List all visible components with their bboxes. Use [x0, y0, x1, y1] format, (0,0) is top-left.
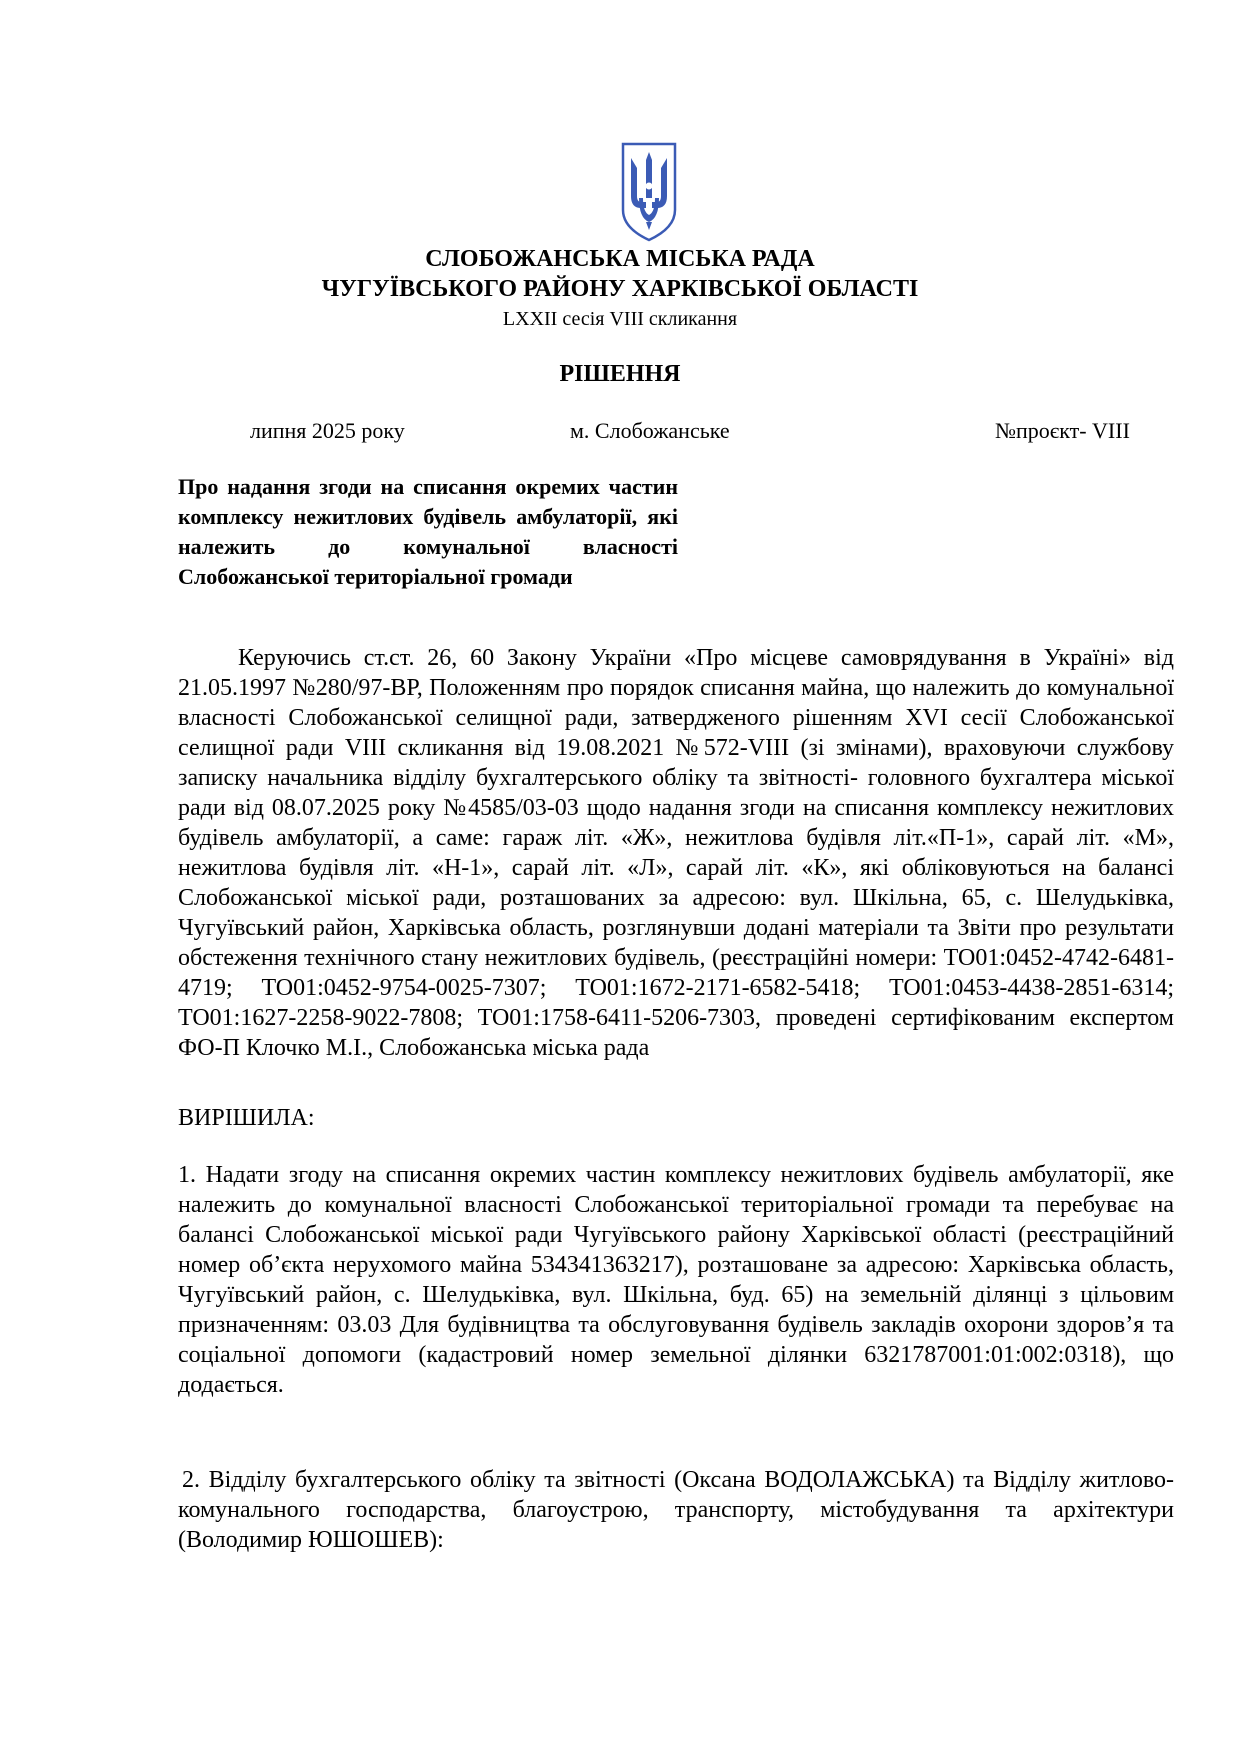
decision-item-1: 1. Надати згоду на списання окремих частин комплексу нежитлових будівель амбулаторії, яке належить до комунальної власності Слобожанської територіальної громади та перебуває на балансі Слобожанської міської ради Чугуївського району Харківської області (реєстраційний номер об’єкта нерухомого майна 534341363217), розташоване за адресою: Харківська область, Чугуївський район, с. Шелудьківка, вул. Шкільна, буд. 65) на земельній ділянці з цільовим призначенням: 03.03 Для будівництва та обслуговування будівель закладів охорони здоров’я та соціальної допомоги (кадастровий номер земельної ділянки 6321787001:01:002:0318), що додається.: [178, 1162, 1174, 1398]
district-name: ЧУГУЇВСЬКОГО РАЙОНУ ХАРКІВСЬКОЇ ОБЛАСТІ: [321, 276, 919, 302]
decided-heading: ВИРІШИЛА:: [178, 1105, 315, 1131]
decision-number: №проєкт- VIII: [995, 418, 1130, 443]
decision-city: м. Слобожанське: [570, 418, 730, 443]
council-name: СЛОБОЖАНСЬКА МІСЬКА РАДА: [425, 246, 815, 272]
decision-subject: Про надання згоди на списання окремих частин комплексу нежитлових будівель амбулаторії, які належить до комунальної власності Слобожанської територіальної громади: [178, 474, 678, 589]
coat-of-arms-icon: [619, 142, 679, 242]
preamble-paragraph: Керуючись ст.ст. 26, 60 Закону України «Про місцеве самоврядування в Україні» від 21.05.1997 №280/97-ВР, Положенням про порядок списання майна, що належить до комунальної власності Слобожанської селищної ради, затвердженого рішенням XVI сесії Слобожанської селищної ради VIII скликання від 19.08.2021 №572-VIII (зі змінами), враховуючи службову записку начальника відділу бухгалтерського обліку та звітності- головного бухгалтера міської ради від 08.07.2025 року №4585/03-03 щодо надання згоди на списання комплексу нежитлових будівель амбулаторії, а саме: гараж літ. «Ж», нежитлова будівля літ.«П-1», сарай літ. «М», нежитлова будівля літ. «Н-1», сарай літ. «Л», сарай літ. «К», які обліковуються на балансі Слобожанської міської ради, розташованих за адресою: вул. Шкільна, 65, с. Шелудьківка, Чугуївський район, Харківська область, розглянувши додані матеріали та Звіти про результати обстеження технічного стану нежитлових будівель, (реєстраційні номери: ТО01:0452-4742-6481-4719; ТО01:0452-9754-0025-7307; ТО01:1672-2171-6582-5418; ТО01:0453-4438-2851-6314; ТО01:1627-2258-9022-7808; ТО01:1758-6411-5206-7303, проведені сертифікованим експертом ФО-П Клочко М.І., Слобожанська міська рада: [178, 645, 1174, 1061]
decision-item-2: 2. Відділу бухгалтерського обліку та звітності (Оксана ВОДОЛАЖСЬКА) та Відділу житлово-комунального господарства, благоустрою, транспорту, містобудування та архітектури (Володимир ЮШОШЕВ):: [178, 1467, 1174, 1553]
session-line: LXXII сесія VIII скликання: [502, 308, 738, 330]
decision-date: липня 2025 року: [250, 418, 405, 443]
document-title: РІШЕННЯ: [559, 361, 681, 387]
